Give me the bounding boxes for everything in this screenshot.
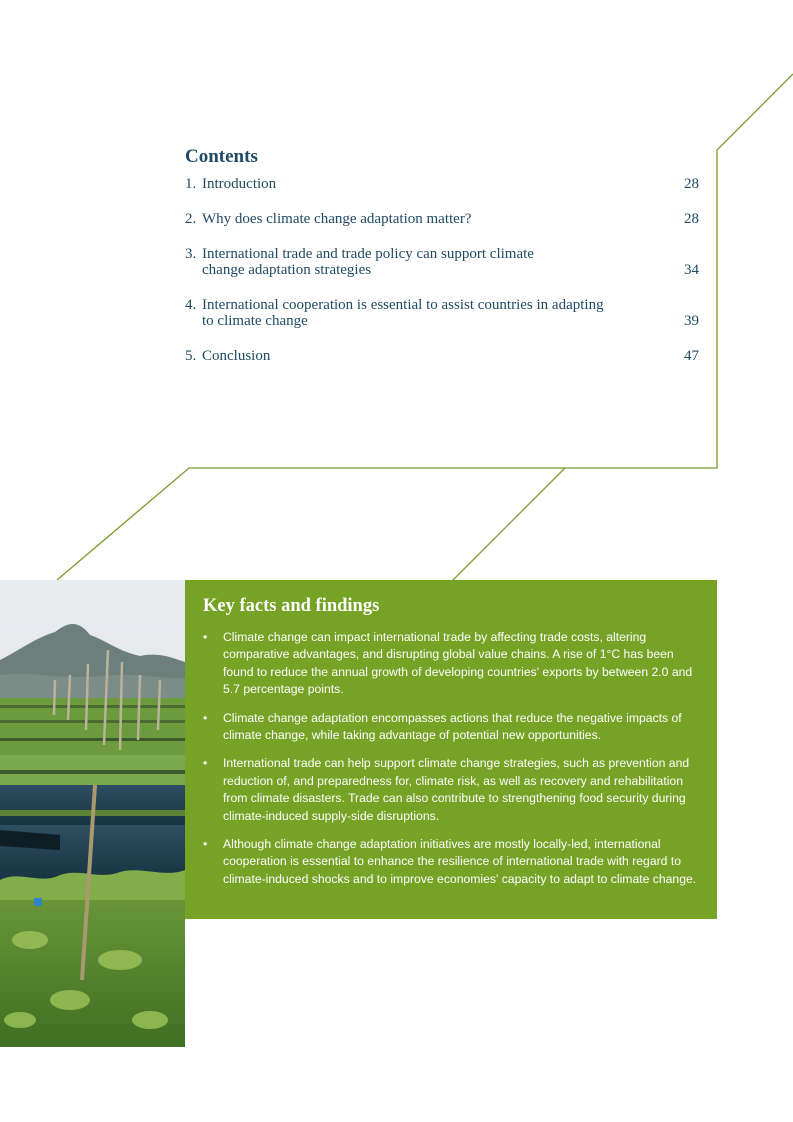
toc-number: 2. [185,211,197,227]
toc-item-international-cooperation[interactable] [185,297,699,329]
bullet-icon: • [203,837,208,852]
key-facts-list [203,629,699,888]
list-item [203,836,699,888]
contents-heading: Contents [185,146,258,167]
toc-title: International trade and trade policy can support climate change adaptation strategies [202,246,534,278]
toc-title: Conclusion [202,348,271,364]
toc-number: 4. [185,297,197,313]
list-item [203,629,699,699]
toc-item-introduction[interactable] [185,176,699,192]
toc-page: 47 [684,348,699,364]
table-of-contents [185,146,699,383]
bullet-icon: • [203,756,208,771]
toc-item-trade-policy[interactable] [185,246,699,278]
fact-text: International trade can help support climate change strategies, such as prevention and reduction of, and preparedness for, climate risk, as well as recovery and rehabilitation from climate disasters. Trade can also contribute to strengthening food security during climate-induced supply-side disruptions. [223,756,690,823]
toc-number: 1. [185,176,197,192]
toc-number: 5. [185,348,197,364]
toc-title: Introduction [202,176,277,192]
bullet-icon: • [203,710,208,725]
toc-page: 34 [684,262,699,278]
fact-text: Climate change adaptation encompasses actions that reduce the negative impacts of climate change, while taking advantage of potential new opportunities. [223,710,682,743]
list-item [203,755,699,825]
fact-text: Although climate change adaptation initiatives are mostly locally-led, international cooperation is essential to enhance the resilience of international trade with regard to climate-induced shocks and to improve economies' capacity to adapt to climate change. [223,837,697,886]
landscape-photo [0,580,185,1047]
fact-text: Climate change can impact international trade by affecting trade costs, altering comparative advantages, and disrupting global value chains. A rise of 1°C has been found to reduce the annual growth of developing countries' exports by between 2.0 and 5.7 percentage points. [223,630,693,697]
key-facts-heading: Key facts and findings [203,596,380,616]
toc-page: 28 [684,176,699,192]
key-facts-panel [185,580,717,919]
toc-page: 39 [684,313,699,329]
toc-title: Why does climate change adaptation matter? [202,211,472,227]
toc-title: International cooperation is essential to assist countries in adapting to climate change [202,297,604,329]
toc-number: 3. [185,246,197,262]
toc-item-conclusion[interactable] [185,348,699,364]
bullet-icon: • [203,630,208,644]
list-item [203,710,699,745]
toc-item-why-adaptation-matters[interactable] [185,211,699,227]
toc-page: 28 [684,211,699,227]
